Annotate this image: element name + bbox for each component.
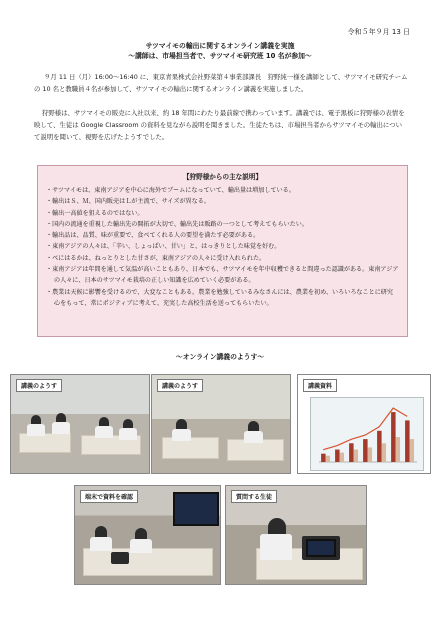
intro-paragraph: ９月 11 日（月）16:00～16:40 に、東京青果株式会社野菜第４事業部課長 狩野純一様を講師として、サツマイモ研究チームの 10 名と教職員４名が参加して、サツマイモの輸出に関するオンライン講義を実施しました。 [34,73,408,94]
laptop-screen [306,539,336,557]
explanation-item: ・ 輸出はＳ、Ｍ、国内販売はＬが主流で、サイズが異なる。 [46,196,399,207]
explanation-item: ・ 輸出一高値を狙えるのではない。 [46,208,399,219]
classroom-photo-1 [10,374,150,474]
photo-caption: 端末で資料を確認 [80,490,138,503]
explanation-item: ・ べにはるかは、ねっとりとした甘さが、東南アジアの人々に受け入れられた。 [46,253,399,264]
chart-bar [354,450,358,462]
student-shirt [260,534,292,560]
laptop [111,552,129,564]
student-shirt [95,426,113,438]
chart-bar [321,454,325,462]
photo-caption: 講義のようす [16,379,62,392]
explanation-item: ・ 農業は天候に影響を受けるので、大変なこともある。農業を勉強しているみなさんには、農業を初め、いろいろなことに研究心をもって、常にポジティブに考えて、充実した高校生活を送ってもらいたい。 [46,287,399,310]
desk [19,433,71,453]
export-chart [311,398,423,470]
student-shirt [244,431,263,443]
chart-bar [335,450,339,462]
document-date: 令和５年９月 13 日 [347,28,410,36]
lecturer-paragraph: 狩野様は、サツマイモの販売に入社以来、約 18 年間にわたり最前線で携わっています。講義では、電子黒板に狩野様の表情を映して、生徒は Google Classroom の資料を見ながら説明を聞きました。生徒たちは、市場担当者からサツマイモの輸出について説明を聞いて、視野を広げたようすでした。 [34,109,405,142]
chart-bar [326,456,330,462]
photo-caption: 講義のようす [157,379,203,392]
chart-bar [368,447,372,462]
explanation-item: ・ 国内の流通を重視した輸出先の開拓が大切で、輸出先は販路の一つとして考えてもらいたい。 [46,219,399,230]
electronic-blackboard [173,492,219,526]
student-shirt [27,424,45,436]
photo-caption: 講義資料 [303,379,337,392]
explanation-item: ・ サツマイモは、東南アジアを中心に海外でブームになっていて、輸出量は増加している。 [46,185,399,196]
chart-bar [349,443,353,462]
explanation-list [38,185,407,309]
question-photo [225,485,367,585]
photo-caption: 質問する生徒 [231,490,277,503]
student-shirt [130,539,152,553]
material-window [310,397,424,471]
photo-section-title: ～オンライン講義のようす～ [175,353,265,361]
chart-bar [405,420,409,462]
explanation-box-title: 【狩野様からの主な説明】 [182,173,263,181]
explanation-item: ・ 東南アジアの人々は、「辛い、しょっぱい、甘い」と、はっきりとした味覚を好む。 [46,241,399,252]
chart-bar [391,412,395,462]
student-shirt [172,429,191,441]
explanation-item: ・ 輸出品は、品質、味が重要で、食べてくれる人の要望を満たす必要がある。 [46,230,399,241]
student-shirt [52,422,70,434]
explanation-item: ・ 東南アジアは年間を通して気温が高いこともあり、日本でも、サツマイモを年中収穫できると間違った認識がある。東南アジアの人々に、日本のサツマイモ栽培の正しい知識を広めていく必要がある。 [46,264,399,287]
classroom-photo-2 [151,374,291,474]
tablet-photo [74,485,221,585]
chart-bar [396,437,400,462]
chart-bar [363,439,367,462]
document-title: サツマイモの輸出に関するオンライン講義を実施 [145,42,295,50]
document-subtitle: ～講師は、市場担当者で、サツマイモ研究班 10 名が参加～ [128,52,312,60]
student-shirt [90,537,112,551]
explanation-box [37,165,408,337]
chart-bar [340,453,344,462]
chart-bar [377,431,381,462]
chart-bar [410,439,414,462]
student-shirt [119,428,137,440]
lecture-material-photo [297,374,431,474]
chart-bar [382,443,386,462]
